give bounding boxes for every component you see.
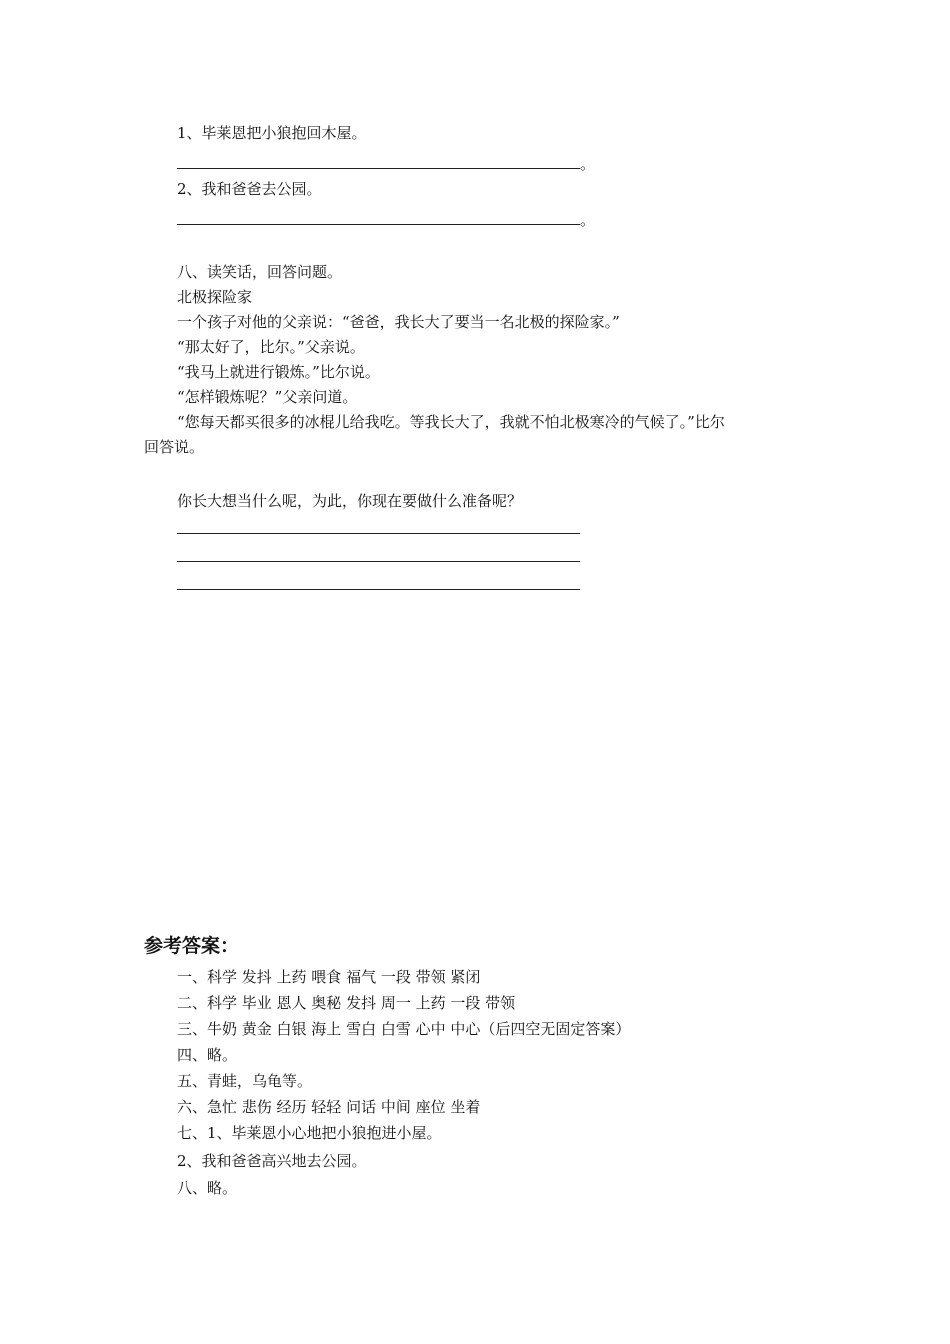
story-line: “怎样锻炼呢？”父亲问道。 [177, 388, 358, 406]
story-line: 回答说。 [144, 438, 205, 456]
answer-item: 六、急忙 悲伤 经历 轻轻 问话 中间 座位 坐着 [177, 1098, 481, 1116]
answer-item: 2、我和爸爸高兴地去公园。 [177, 1152, 367, 1170]
answer-item: 五、青蛙，乌龟等。 [177, 1072, 313, 1090]
answer-line-7-2-period: 。 [580, 211, 596, 229]
answer-item: 三、牛奶 黄金 白银 海上 雪白 白雪 心中 中心（后四空无固定答案） [177, 1020, 631, 1038]
question-7-1: 1、毕莱恩把小狼抱回木屋。 [177, 124, 367, 142]
section-8-heading: 八、读笑话，回答问题。 [177, 263, 343, 281]
story-line: “您每天都买很多的冰棍儿给我吃。等我长大了，我就不怕北极寒冷的气候了。”比尔 [177, 413, 725, 431]
answer-line-7-1-period: 。 [580, 155, 596, 173]
question-7-2: 2、我和爸爸去公园。 [177, 180, 322, 198]
answer-item: 四、略。 [177, 1046, 238, 1064]
answer-line-8-1 [177, 533, 580, 534]
answer-item: 二、科学 毕业 恩人 奥秘 发抖 周一 上药 一段 带领 [177, 994, 516, 1012]
answer-item: 七、1、毕莱恩小心地把小狼抱进小屋。 [177, 1124, 442, 1142]
story-line: “那太好了，比尔。”父亲说。 [177, 338, 365, 356]
story-line: “我马上就进行锻炼。”比尔说。 [177, 363, 380, 381]
answer-line-8-3 [177, 589, 580, 590]
story-title: 北极探险家 [177, 288, 253, 306]
answer-item: 一、科学 发抖 上药 喂食 福气 一段 带领 紧闭 [177, 968, 481, 986]
answer-item: 八、略。 [177, 1179, 238, 1197]
answers-title: 参考答案： [144, 935, 240, 957]
answer-line-7-2 [177, 224, 580, 225]
answer-line-7-1 [177, 168, 580, 169]
answer-line-8-2 [177, 561, 580, 562]
story-line: 一个孩子对他的父亲说：“爸爸，我长大了要当一名北极的探险家。” [177, 313, 620, 331]
section-8-question: 你长大想当什么呢，为此，你现在要做什么准备呢？ [177, 492, 523, 510]
